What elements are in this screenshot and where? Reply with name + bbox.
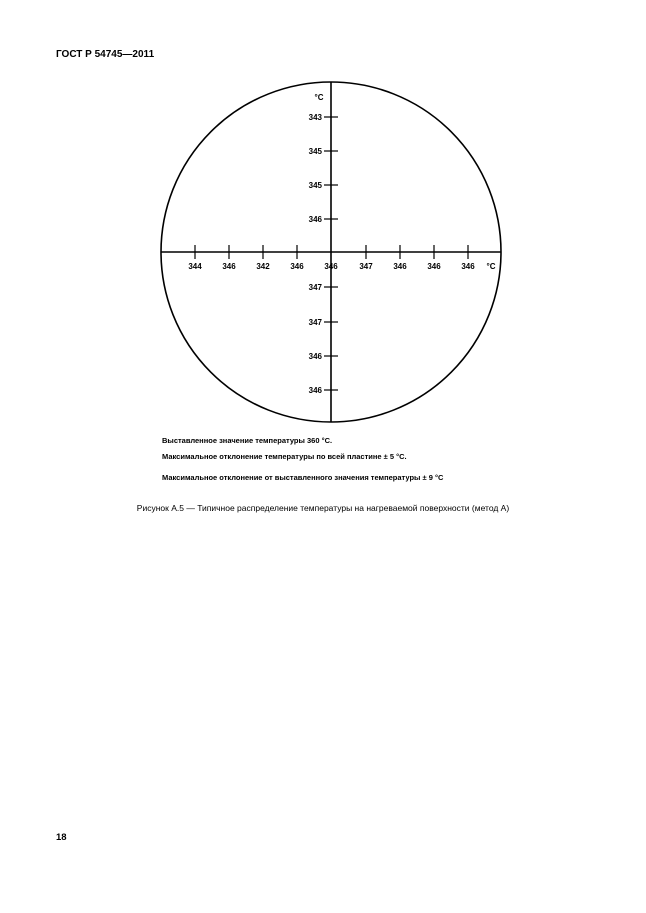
horizontal-unit-label: °C (486, 262, 496, 271)
h-tick-label-6: 347 (359, 262, 373, 271)
v-tick-label-6: 347 (308, 318, 322, 327)
h-tick-label-7: 346 (393, 262, 407, 271)
page-number: 18 (56, 832, 67, 843)
horizontal-ticks (188, 245, 495, 271)
vertical-unit-label: °C (314, 93, 324, 102)
document-code: ГОСТ Р 54745—2011 (56, 49, 155, 60)
h-tick-label-1: 344 (188, 262, 202, 271)
v-tick-label-7: 346 (308, 352, 322, 361)
note-max-deviation-set: Максимальное отклонение от выставленного значения температуры ± 9 °С (162, 473, 444, 482)
vertical-ticks-lower (309, 283, 338, 395)
h-tick-label-5: 346 (324, 262, 338, 271)
v-tick-label-2: 345 (308, 147, 322, 156)
note-max-deviation-plate: Максимальное отклонение температуры по всей пластине ± 5 °С. (162, 452, 407, 461)
v-tick-label-3: 345 (308, 181, 322, 190)
h-tick-label-8: 346 (427, 262, 441, 271)
v-tick-label-5: 347 (308, 283, 322, 292)
vertical-ticks-upper (309, 113, 338, 224)
v-tick-label-1: 343 (308, 113, 322, 122)
note-set-temperature: Выставленное значение температуры 360 °С. (162, 436, 333, 445)
figure-caption: Рисунок А.5 — Типичное распределение температуры на нагреваемой поверхности (метод А) (136, 503, 510, 513)
h-tick-label-2: 346 (222, 262, 236, 271)
h-tick-label-9: 346 (461, 262, 475, 271)
v-tick-label-8: 346 (308, 386, 322, 395)
h-tick-label-4: 346 (290, 262, 304, 271)
h-tick-label-3: 342 (256, 262, 270, 271)
v-tick-label-4: 346 (308, 215, 322, 224)
